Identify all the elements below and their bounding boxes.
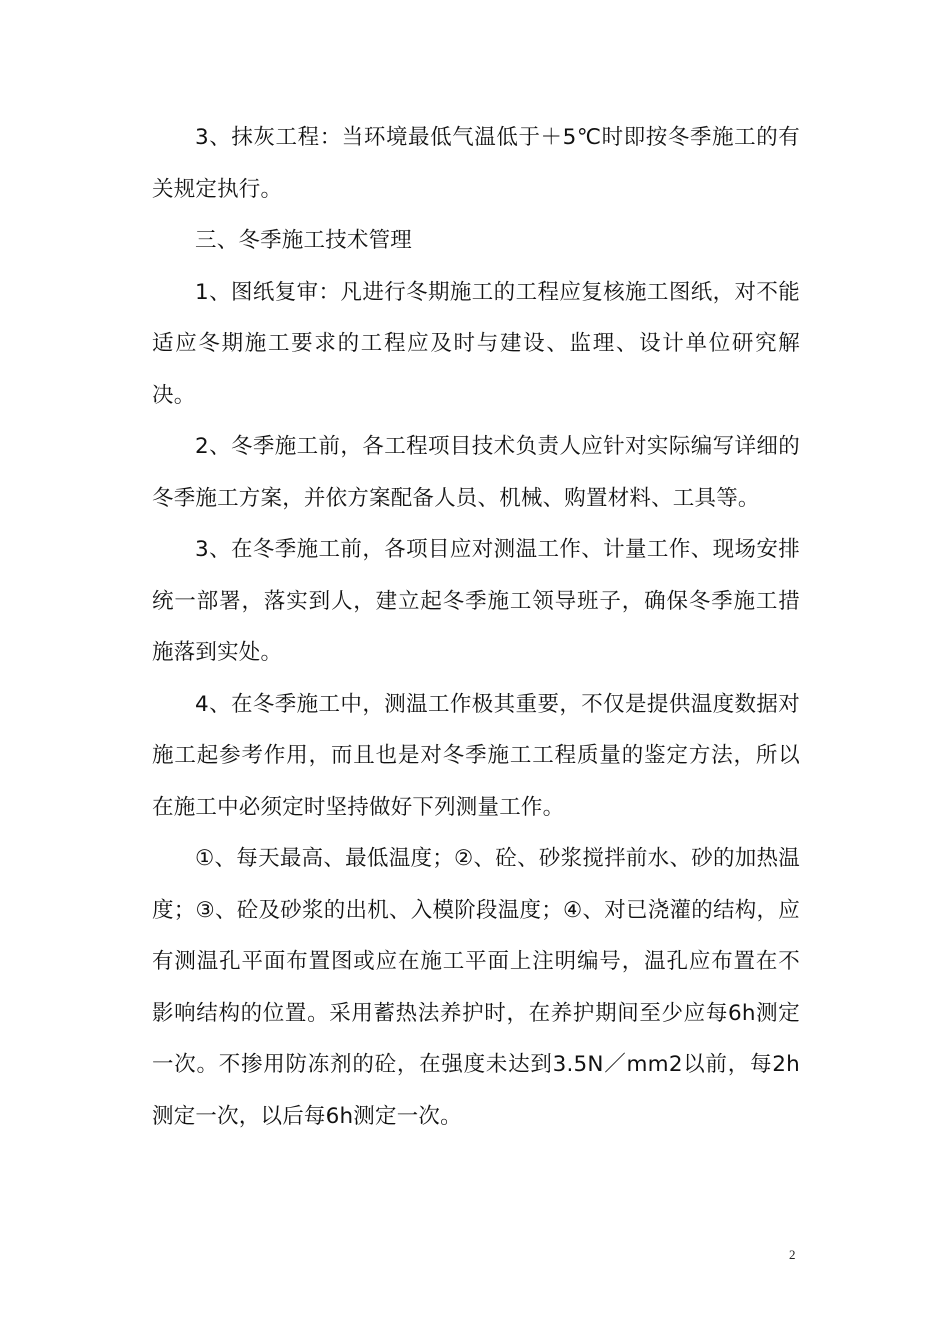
paragraph-construction-plan: 2、冬季施工前，各工程项目技术负责人应针对实际编写详细的冬季施工方案，并依方案配备人员、机械、购置材料、工具等。 bbox=[152, 434, 800, 511]
paragraph-deployment: 3、在冬季施工前，各项目应对测温工作、计量工作、现场安排统一部署，落实到人，建立起冬季施工领导班子，确保冬季施工措施落到实处。 bbox=[152, 537, 800, 665]
paragraph-drawing-review: 1、图纸复审：凡进行冬期施工的工程应复核施工图纸，对不能适应冬期施工要求的工程应及时与建设、监理、设计单位研究解决。 bbox=[152, 279, 800, 408]
paragraph-temperature-measurement: 4、在冬季施工中，测温工作极其重要，不仅是提供温度数据对施工起参考作用，而且也是对冬季施工工程质量的鉴定方法，所以在施工中必须定时坚持做好下列测量工作。 bbox=[152, 691, 800, 820]
paragraph-plastering: 3、抹灰工程：当环境最低气温低于＋5℃时即按冬季施工的有关规定执行。 bbox=[152, 125, 800, 202]
page-number: 2 bbox=[789, 1247, 796, 1262]
paragraph-measurement-items: ①、每天最高、最低温度；②、砼、砂浆搅拌前水、砂的加热温度；③、砼及砂浆的出机、入模阶段温度；④、对已浇灌的结构，应有测温孔平面布置图或应在施工平面上注明编号，温孔应布置在不影响结构的位置。采用蓄热法养护时，在养护期间至少应每6h测定一次。不掺用防冻剂的砼，在强度未达到3.5N／mm2以前，每2h测定一次，以后每6h测定一次。 bbox=[152, 846, 800, 1129]
section-heading-winter-construction-management: 三、冬季施工技术管理 bbox=[195, 228, 413, 253]
document-body bbox=[152, 112, 800, 1142]
